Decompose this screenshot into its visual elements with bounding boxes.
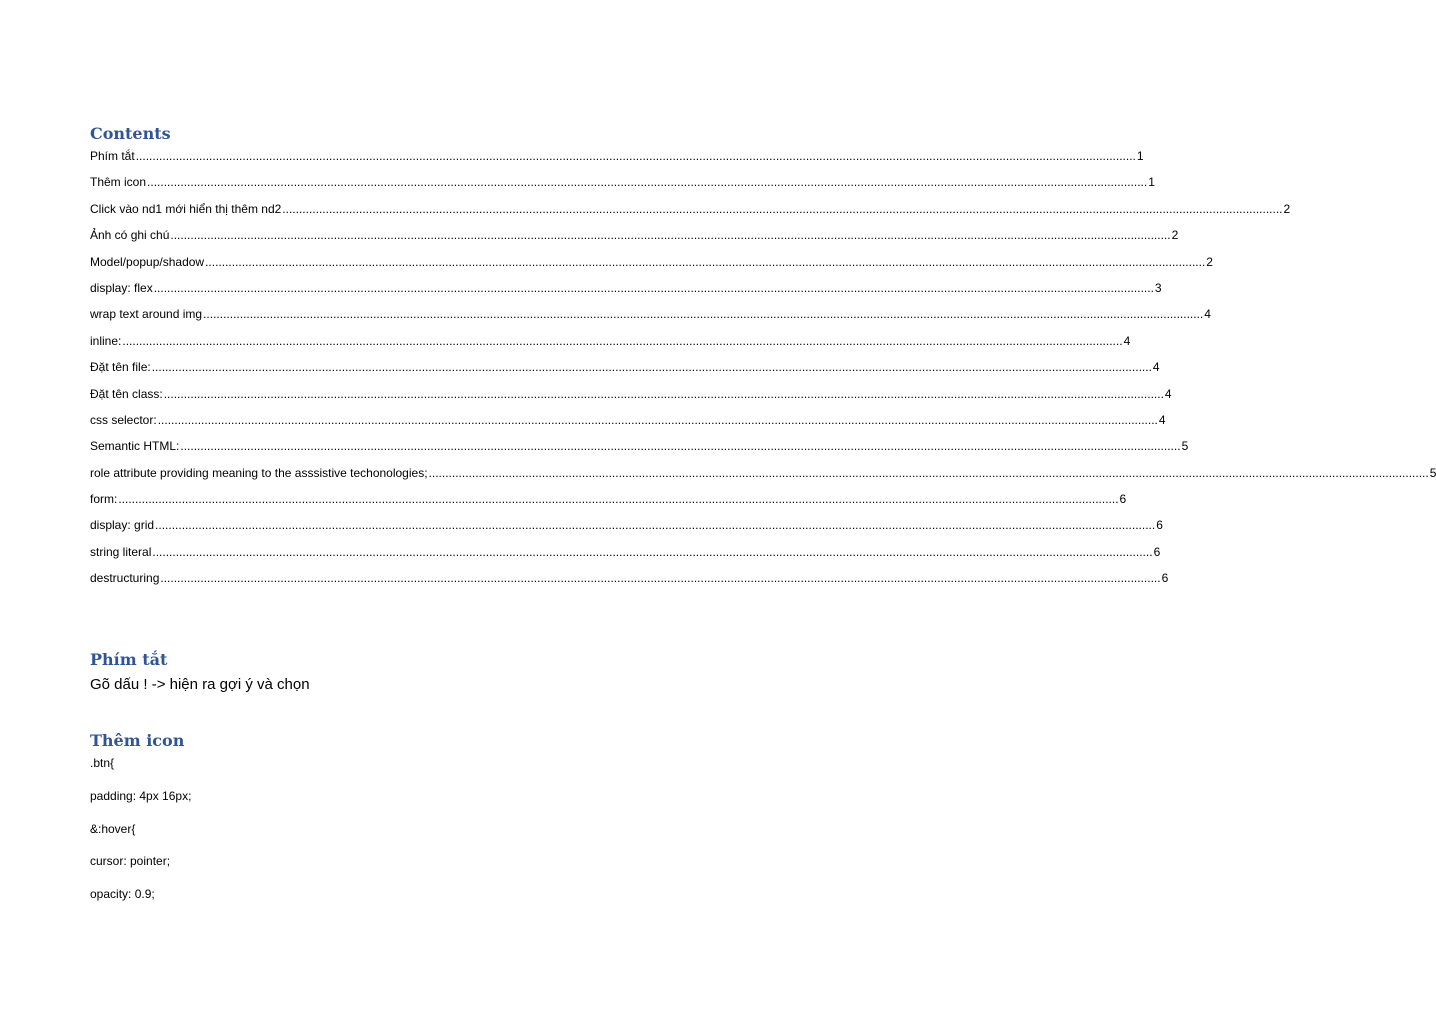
toc-entry-page: 1 [1136, 149, 1144, 163]
toc-entry[interactable] [90, 489, 1127, 515]
toc-dot-leader: ............................................................................................................................................................................................................................................................................................................ [170, 228, 1171, 243]
toc-dot-leader: ............................................................................................................................................................................................................................................................................................................ [153, 280, 1154, 295]
toc-entry[interactable] [90, 436, 1189, 462]
section-heading-phim-tat: Phím tắt [90, 650, 168, 669]
toc-entry[interactable] [90, 252, 1213, 278]
toc-entry-page: 5 [1181, 439, 1189, 454]
toc-entry-page: 4 [1152, 360, 1160, 375]
toc-entry[interactable] [90, 225, 1179, 251]
toc-entry-page: 4 [1123, 333, 1131, 348]
toc-entry-text: role attribute providing meaning to the asssistive techonologies; [90, 465, 428, 480]
toc-dot-leader: ............................................................................................................................................................................................................................................................................................................ [147, 175, 1148, 190]
toc-entry[interactable] [90, 384, 1172, 410]
toc-dot-leader: ............................................................................................................................................................................................................................................................................................................ [118, 492, 1119, 507]
toc-entry-text: Click vào nd1 mới hiển thị thêm nd2 [90, 201, 282, 216]
code-line: &:hover{ [90, 822, 136, 836]
toc-entry-text: wrap text around img [90, 307, 203, 322]
code-line: padding: 4px 16px; [90, 789, 192, 803]
toc-entry-page: 4 [1204, 307, 1211, 322]
toc-entry[interactable] [90, 463, 1436, 489]
toc-entry[interactable] [90, 357, 1160, 383]
toc-entry-page: 6 [1119, 492, 1127, 507]
code-line: .btn{ [90, 756, 115, 770]
toc-entry-page: 2 [1283, 201, 1291, 216]
toc-entry-text: form: [90, 492, 118, 507]
toc-entry-page: 2 [1206, 254, 1213, 269]
toc-entry-text: Đặt tên file: [90, 360, 151, 375]
toc-entry-page: 6 [1153, 544, 1161, 559]
toc-dot-leader: ............................................................................................................................................................................................................................................................................................................ [157, 412, 1158, 427]
toc-entry-page: 2 [1171, 228, 1179, 243]
section-heading-them-icon: Thêm icon [90, 731, 185, 750]
toc-entry[interactable] [90, 146, 1144, 172]
toc-dot-leader: ............................................................................................................................................................................................................................................................................................................ [205, 254, 1206, 269]
toc-dot-leader: ............................................................................................................................................................................................................................................................................................................ [163, 386, 1164, 401]
toc-dot-leader: ............................................................................................................................................................................................................................................................................................................ [155, 518, 1156, 533]
toc-entry[interactable] [90, 410, 1166, 436]
toc-entry-text: inline: [90, 333, 122, 348]
code-line: cursor: pointer; [90, 854, 171, 868]
toc-entry[interactable] [90, 331, 1131, 357]
toc-entry-text: display: flex [90, 280, 153, 295]
toc-entry-page: 4 [1158, 412, 1166, 427]
toc-entry-page: 5 [1429, 465, 1436, 480]
code-line: opacity: 0.9; [90, 887, 155, 901]
table-of-contents [90, 146, 1436, 595]
toc-dot-leader: ............................................................................................................................................................................................................................................................................................................ [282, 201, 1283, 216]
toc-entry-text: Semantic HTML: [90, 439, 180, 454]
toc-dot-leader: ............................................................................................................................................................................................................................................................................................................ [122, 333, 1123, 348]
toc-entry-text: Ảnh có ghi chú [90, 228, 170, 243]
toc-entry[interactable] [90, 515, 1163, 541]
toc-entry[interactable] [90, 568, 1169, 594]
toc-dot-leader: ............................................................................................................................................................................................................................................................................................................ [428, 465, 1429, 480]
toc-entry[interactable] [90, 304, 1211, 330]
toc-entry-text: string literal [90, 544, 152, 559]
toc-entry-page: 6 [1161, 571, 1169, 586]
toc-entry-text: Đặt tên class: [90, 386, 163, 401]
toc-dot-leader: ............................................................................................................................................................................................................................................................................................................ [152, 544, 1153, 559]
toc-entry-page: 6 [1156, 518, 1163, 533]
toc-entry-text: Thêm icon [90, 175, 147, 190]
toc-entry-page: 4 [1164, 386, 1172, 401]
toc-dot-leader: ............................................................................................................................................................................................................................................................................................................ [160, 571, 1161, 586]
toc-entry-page: 3 [1154, 280, 1162, 295]
toc-entry[interactable] [90, 278, 1162, 304]
toc-dot-leader: ............................................................................................................................................................................................................................................................................................................ [203, 307, 1204, 322]
toc-entry-text: destructuring [90, 571, 160, 586]
toc-entry-text: css selector: [90, 412, 157, 427]
toc-dot-leader: ............................................................................................................................................................................................................................................................................................................ [135, 149, 1136, 163]
toc-entry-page: 1 [1148, 175, 1155, 190]
toc-entry-text: Model/popup/shadow [90, 254, 205, 269]
toc-entry[interactable] [90, 199, 1291, 225]
toc-entry-text: Phím tắt [90, 149, 135, 163]
toc-dot-leader: ............................................................................................................................................................................................................................................................................................................ [151, 360, 1152, 375]
toc-title: Contents [90, 124, 171, 143]
toc-dot-leader: ............................................................................................................................................................................................................................................................................................................ [180, 439, 1181, 454]
toc-entry[interactable] [90, 542, 1161, 568]
toc-entry-text: display: grid [90, 518, 155, 533]
section-body-text: Gõ dấu ! -> hiện ra gợi ý và chọn [90, 676, 310, 693]
toc-entry[interactable] [90, 172, 1155, 198]
